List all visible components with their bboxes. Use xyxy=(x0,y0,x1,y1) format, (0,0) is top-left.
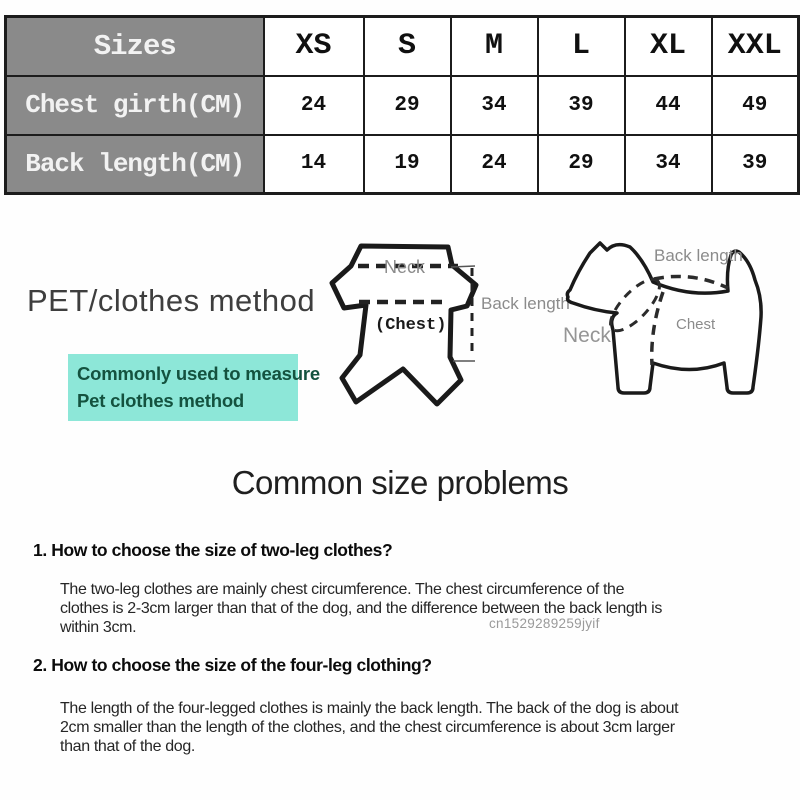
cell-value: 34 xyxy=(451,76,538,135)
size-col-header: XL xyxy=(625,17,712,76)
row-label-back-length: Back length(CM) xyxy=(6,135,264,194)
cell-value: 29 xyxy=(538,135,625,194)
cell-value: 44 xyxy=(625,76,712,135)
cell-value: 24 xyxy=(451,135,538,194)
cell-value: 19 xyxy=(364,135,451,194)
table-corner-label: Sizes xyxy=(6,17,264,76)
measure-note-box xyxy=(68,354,320,421)
dog-chest-label: Chest xyxy=(676,316,716,333)
table-header-row xyxy=(6,17,799,76)
pet-method-title: PET/clothes method xyxy=(27,283,316,318)
size-table xyxy=(4,15,800,195)
measure-note-line2: Pet clothes method xyxy=(77,389,245,411)
answer-2-line: The length of the four-legged clothes is mainly the back length. The back of the dog is about xyxy=(60,700,679,717)
size-col-header: M xyxy=(451,17,538,76)
size-col-header: L xyxy=(538,17,625,76)
size-col-header: XXL xyxy=(712,17,799,76)
bracket-tick-top xyxy=(451,266,475,267)
answer-1-line: clothes is 2-3cm larger than that of the dog, and the difference between the back length is xyxy=(60,600,663,617)
cell-value: 29 xyxy=(364,76,451,135)
watermark-text: cn1529289259jyif xyxy=(489,616,600,631)
cell-value: 39 xyxy=(712,135,799,194)
row-label-chest-girth: Chest girth(CM) xyxy=(6,76,264,135)
measure-note-line1: Commonly used to measure xyxy=(77,363,320,384)
question-1: 1. How to choose the size of two-leg clothes? xyxy=(33,540,393,560)
cell-value: 49 xyxy=(712,76,799,135)
cell-value: 39 xyxy=(538,76,625,135)
size-col-header: XS xyxy=(264,17,364,76)
cell-value: 34 xyxy=(625,135,712,194)
cell-value: 24 xyxy=(264,76,364,135)
cell-value: 14 xyxy=(264,135,364,194)
clothes-neck-label: Neck xyxy=(384,257,426,277)
dog-neck-label: Neck xyxy=(563,324,611,347)
dog-back-length-label: Back length xyxy=(654,246,743,265)
clothes-back-length-label: Back length xyxy=(481,294,570,313)
table-row-chest-girth xyxy=(6,76,799,135)
question-2: 2. How to choose the size of the four-leg clothing? xyxy=(33,655,432,675)
answer-2-line: than that of the dog. xyxy=(60,738,195,755)
answer-1-line: The two-leg clothes are mainly chest circumference. The chest circumference of the xyxy=(60,581,625,598)
problems-title: Common size problems xyxy=(231,464,569,501)
size-col-header: S xyxy=(364,17,451,76)
clothes-chest-label: (Chest) xyxy=(375,316,447,335)
answer-2 xyxy=(60,699,678,756)
answer-1-line: within 3cm. xyxy=(60,619,137,636)
answer-2-line: 2cm smaller than the length of the clothes, and the chest circumference is about 3cm larger xyxy=(60,719,675,736)
table-row-back-length xyxy=(6,135,799,194)
